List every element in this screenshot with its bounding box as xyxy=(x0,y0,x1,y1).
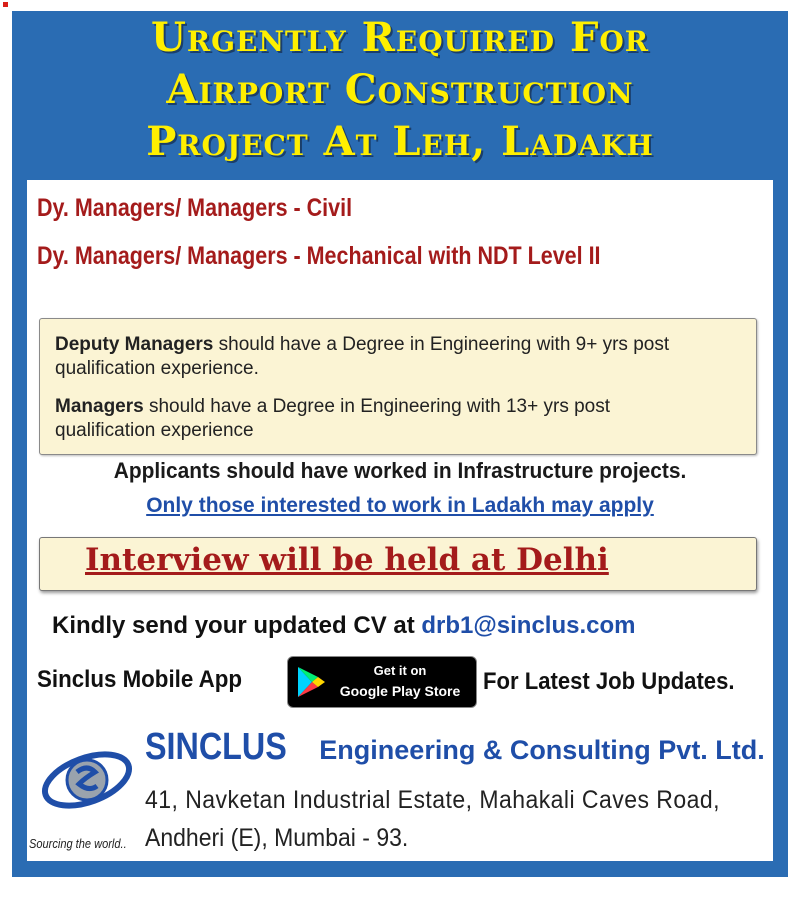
manager-text: should have a Degree in Engineering with 13+ yrs post qualification experience xyxy=(55,396,611,441)
interview-text: Interview will be held at Delhi xyxy=(85,542,609,578)
address-line-2: Andheri (E), Mumbai - 93. xyxy=(145,824,409,852)
cv-email-link[interactable]: drb1@sinclus.com xyxy=(421,612,636,639)
deputy-qualification xyxy=(55,333,675,381)
deputy-title: Deputy Managers xyxy=(55,334,214,355)
cv-line xyxy=(52,612,636,640)
infra-note: Applicants should have worked in Infrastructure projects. xyxy=(113,458,687,483)
app-updates-text: For Latest Job Updates. xyxy=(483,668,735,695)
headline xyxy=(22,12,778,168)
google-play-icon xyxy=(296,666,326,698)
manager-qualification xyxy=(55,395,675,443)
badge-line-2: Google Play Store xyxy=(339,683,461,699)
badge-line-1: Get it on xyxy=(373,663,427,678)
content-panel xyxy=(27,180,773,861)
deputy-text: should have a Degree in Engineering with 9+ yrs post qualification experience. xyxy=(55,334,670,379)
company-name xyxy=(145,726,765,769)
position-mechanical: Dy. Managers/ Managers - Mechanical with NDT Level II xyxy=(37,242,601,270)
ladakh-note: Only those interested to work in Ladakh may apply xyxy=(146,494,654,517)
headline-line-3: Project At Leh, Ladakh xyxy=(146,118,654,165)
corner-dot xyxy=(3,2,8,7)
company-brand: SINCLUS xyxy=(145,726,287,768)
google-play-badge[interactable] xyxy=(287,656,477,708)
cv-prefix: Kindly send your updated CV at xyxy=(52,612,422,639)
app-label: Sinclus Mobile App xyxy=(37,666,243,693)
manager-title: Managers xyxy=(55,396,144,417)
address-line-1: 41, Navketan Industrial Estate, Mahakali Caves Road, xyxy=(145,786,720,814)
company-tagline: Sourcing the world.. xyxy=(29,836,127,851)
headline-line-2: Airport Construction xyxy=(166,66,634,113)
interview-box xyxy=(39,537,757,591)
company-name-rest: Engineering & Consulting Pvt. Ltd. xyxy=(311,735,765,765)
headline-line-1: Urgently Required For xyxy=(150,14,649,61)
sinclus-globe-logo-icon xyxy=(37,728,137,828)
position-civil: Dy. Managers/ Managers - Civil xyxy=(37,194,353,222)
qualification-box xyxy=(39,318,757,455)
